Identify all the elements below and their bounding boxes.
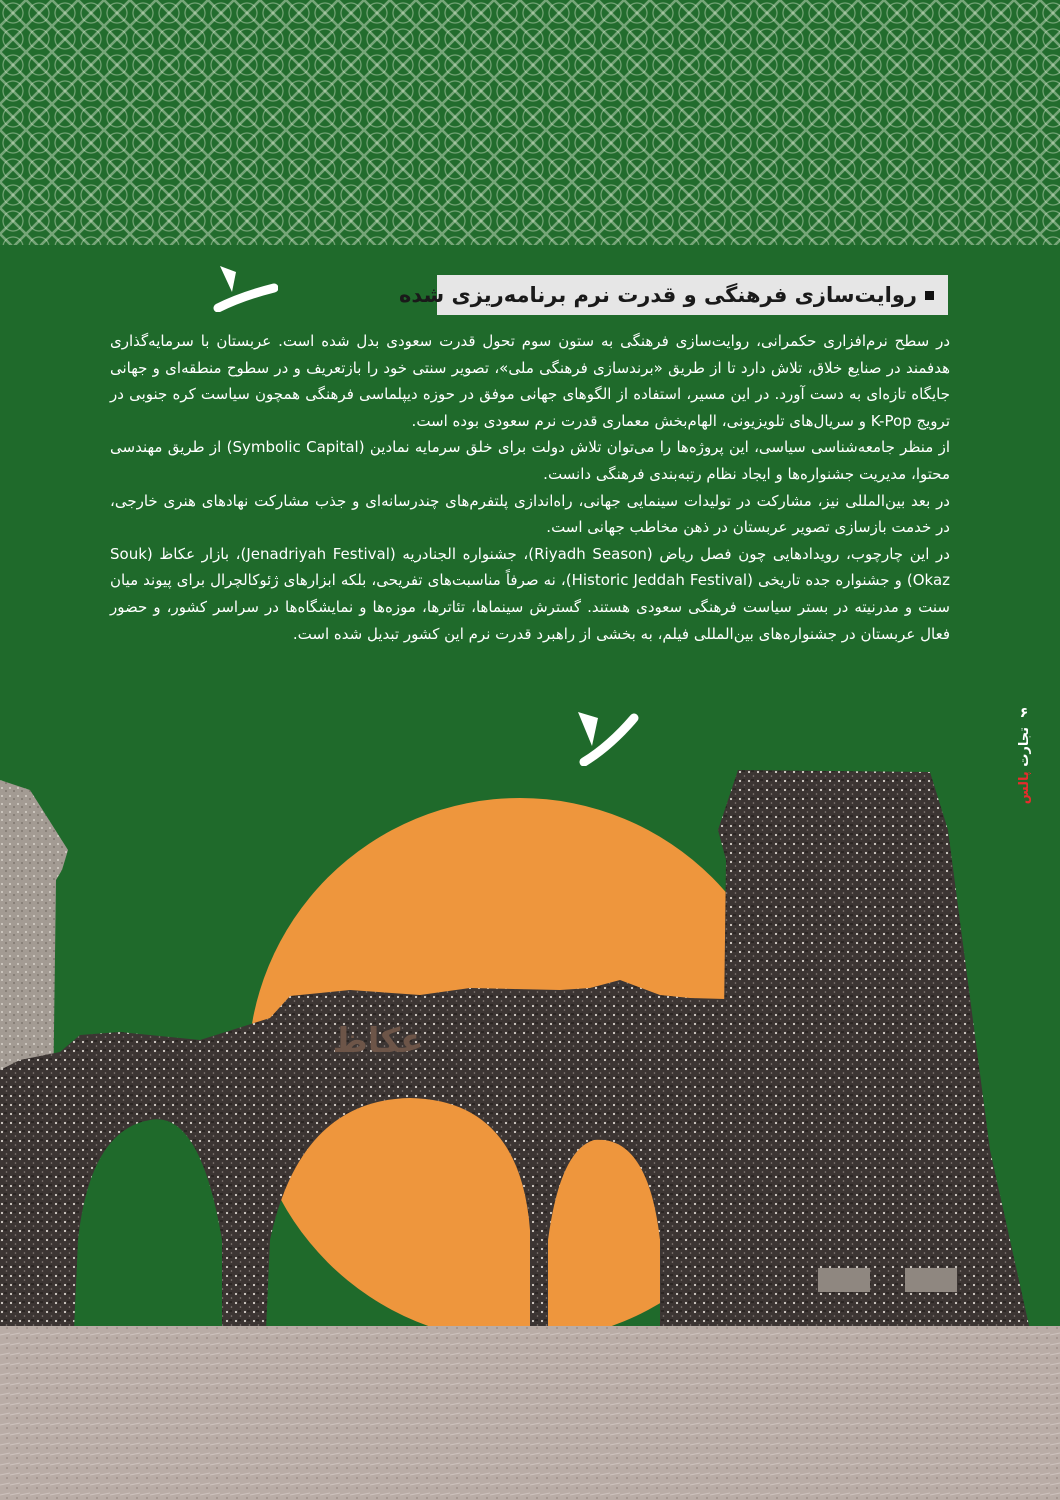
decorative-pattern-band <box>0 0 1060 245</box>
article-paragraph: از منظر جامعه‌شناسی سیاسی، این پروژه‌ها را می‌توان تلاش دولت برای خلق سرمایه نمادین (Symbolic Capital) از طریق مهندسی محتوا، مدیریت جشنواره‌ها و ایجاد نظام رتبه‌بندی فرهنگی دانست. <box>110 438 951 483</box>
article-paragraph: در سطح نرم‌افزاری حکمرانی، روایت‌سازی فرهنگی به ستون سوم تحول قدرت سعودی بدل شده است. عربستان با سرمایه‌گذاری هدفمند در صنایع خلاق، تلاش دارد تا از طریق «برندسازی فرهنگی ملی»، تصویر سنتی خود را بازتعریف و در سطوح منطقه‌ای و جهانی جایگاه تازه‌ای به دست آورد. در این مسیر، استفاده از الگوهای جهانی موفق در حوزه دیپلماسی فرهنگی همچون سیاست کره جنوبی در ترویج K-Pop و سریال‌های تلویزیونی، الهام‌بخش معماری قدرت نرم سعودی بوده است. <box>110 332 950 430</box>
pulse-logo-icon <box>212 262 278 312</box>
gate-sign: عكاظ <box>332 1021 424 1061</box>
historic-gate-illustration <box>0 770 1060 1500</box>
article-paragraph: در این چارچوب، رویدادهایی چون فصل ریاض (Riyadh Season)، جشنواره الجنادریه (Jenadriyah Festival)، بازار عکاظ (Souk Okaz) و جشنواره جده تاریخی (Historic Jeddah Festival)، نه صرفاً مناسبت‌های تفریحی، بلکه ابزارهای ژئوکالچرال برای پیوند میان سنت و مدرنیته در بستر سیاست فرهنگی سعودی هستند. گسترش سینماها، تئاترها، موزه‌ها و نمایشگاه‌ها در سراسر کشور، و حضور فعال عربستان در جشنواره‌های بین‌المللی فیلم، به بخشی از راهبرد قدرت نرم این کشور تبدیل شده است. <box>110 544 951 643</box>
pulse-logo-icon <box>570 706 640 766</box>
ground <box>0 1326 1060 1500</box>
right-tower <box>718 770 1030 1330</box>
tower-window <box>818 1268 870 1292</box>
magazine-name-accent: پالس <box>1016 771 1032 805</box>
section-title: روایت‌سازی فرهنگی و قدرت نرم برنامه‌ریزی شده <box>399 283 917 307</box>
tower-window <box>905 1268 957 1292</box>
title-bullet <box>925 291 934 300</box>
magazine-name-main: تجارت <box>1016 727 1032 767</box>
article-body <box>110 328 950 647</box>
section-title-box <box>399 275 948 315</box>
page-number: ۶ <box>1019 705 1029 721</box>
article-paragraph: در بعد بین‌المللی نیز، مشارکت در تولیدات سینمایی جهانی، راه‌اندازی پلتفرم‌های چندرسانه‌ای و جذب مشارکت نهادهای هنری خارجی، در خدمت بازسازی تصویر عربستان در ذهن مخاطب جهانی است. <box>110 491 950 537</box>
